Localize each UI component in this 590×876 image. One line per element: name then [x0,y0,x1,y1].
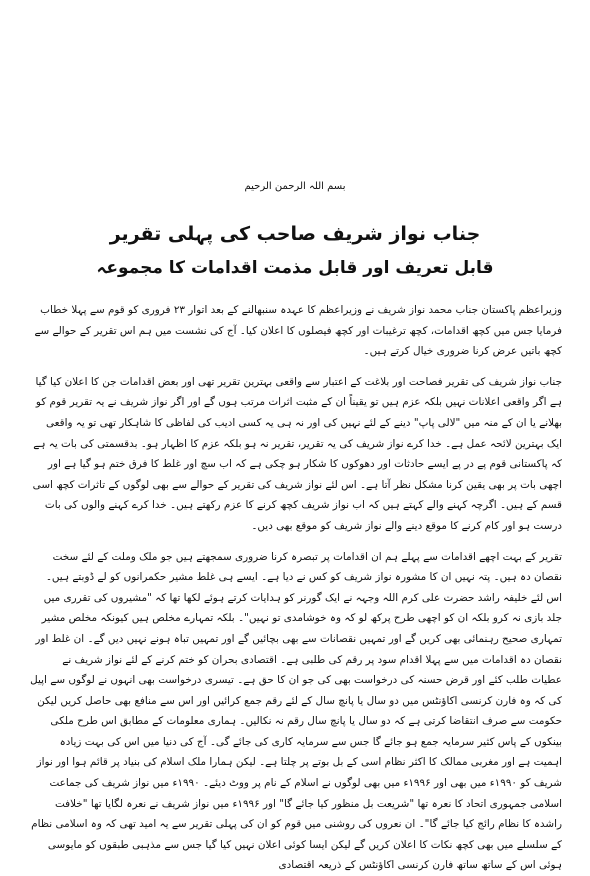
article-title: جناب نواز شریف صاحب کی پہلی تقریر [109,223,481,245]
paragraph-1: وزیراعظم پاکستان جناب محمد نواز شریف نے وزیراعظم کا عہدہ سنبھالنے کے بعد اتوار ۲۳ فروری کو قوم سے پہلا خطاب فرمایا جس میں کچھ اقدامات، کچھ ترغیبات اور کچھ فیصلوں کا اعلان کیا۔ آج کی نشست میں ہم اس تقریر کے حوالے سے کچھ باتیں عرض کرنا ضروری خیال کرتے ہیں۔ [34,304,562,358]
article-subtitle: قابل تعریف اور قابل مذمت اقدامات کا مجموعہ [96,258,494,278]
bismillah-heading: بسم اللہ الرحمن الرحیم [244,181,346,192]
paragraph-3: تقریر کے بہت اچھے اقدامات سے پہلے ہم ان اقدامات پر تبصرہ کرنا ضروری سمجھتے ہیں جو ملک وملت کے لئے سخت نقصان دہ ہیں۔ پتہ نہیں ان کا مشورہ نواز شریف کو کس نے دیا ہے۔ ایسے ہی غلط مشیر حکمرانوں کو لے ڈوبتے ہیں۔ اس لئے خلیفہ راشد حضرت علی کرم اللہ وجہہ نے ایک گورنر کو ہدایات کرتے ہوئے لکھا تھا کہ "مشیروں کی تقرری میں جلد بازی نہ کرو بلکہ ان کو اچھی طرح پرکھ لو کہ وہ خوشامدی تو نہیں"۔ بلکہ تمہارے مخلص ہیں کیونکہ مخلص مشیر تمہاری صحیح رہنمائی بھی کریں گے اور تمہیں نقصانات سے بھی بچائیں گے اور تمہیں تباہ ہونے نہیں دیں گے۔ ان غلط اور نقصان دہ اقدامات میں سے پہلا اقدام سود پر رقم کی طلبی ہے۔ اقتصادی بحران کو ختم کرنے کے لئے نواز شریف نے عطیات طلب کئے اور قرض حسنہ کی درخواست بھی کی جو ان کا حق ہے۔ تیسری درخواست بھی انہوں نے لوگوں سے اپیل کی کہ وہ فارن کرنسی اکاؤنٹس میں دو سال یا پانچ سال کے لئے رقم جمع کرائیں اور اس سے منافع بھی حاصل کریں لیکن حکومت سے صرف انتقاضا کرتی ہے کہ دو سال یا پانچ سال رقم نہ نکالیں۔ ہماری معلومات کے مطابق اس طرح ملکی بینکوں کے پاس کثیر سرمایہ جمع ہو جائے گا جس سے سرمایہ کاری کی جائے گی۔ آج کی دنیا میں اس کی بہت زیادہ اہمیت ہے اور مغربی ممالک کا اکثر نظام اسی کے بل بوتے پر چلتا ہے۔ لیکن ہمارا ملک اسلام کی بنیاد پر قائم ہوا اور نواز شریف کو ۱۹۹۰ء میں بھی اور ۱۹۹۶ء میں بھی لوگوں نے اسلام کے نام پر ووٹ دیئے۔ ۱۹۹۰ء میں نواز شریف کی جماعت اسلامی جمہوری اتحاد کا نعرہ تھا "شریعت بل منظور کیا جائے گا" اور ۱۹۹۶ء میں نواز شریف نے نعرہ لگایا تھا "خلافت راشدہ کا نظام رائج کیا جائے گا"۔ ان نعروں کی روشنی میں قوم کو ان کی پہلی تقریر سے یہ امید تھی کہ وہ اسلامی نظام کے سلسلے میں بھی کچھ نکات کا اعلان کریں گے لیکن ایسا کوئی اعلان نہیں کیا گیا جس سے مذہبی طبقوں کو مایوسی ہوئی اس کے ساتھ ساتھ فارن کرنسی اکاؤنٹس کے ذریعہ اقتصادی [30,550,562,872]
paragraph-2: جناب نواز شریف کی تقریر فصاحت اور بلاغت کے اعتبار سے واقعی بہترین تقریر تھی اور بعض اقدامات جن کا اعلان کیا گیا ہے اگر واقعی اعلانات نہیں بلکہ عزم ہیں تو یقیناً ان کے مثبت اثرات مرتب ہوں گے اور اگر نواز شریف نے یہ تقریر قوم کو بھلانے یا ان کے منہ میں "لالی پاپ" دینے کے لئے نہیں کی اور نہ ہی یہ کسی ادیب کی لفاظی کا شاہکار تھی تو یہ واقعی ایک بہترین لائحہ عمل ہے۔ خدا کرے نواز شریف کی یہ تقریر، تقریر نہ ہو بلکہ عزم کا اظہار ہو۔ بدقسمتی کی بات یہ ہے کہ پاکستانی قوم پے در پے ایسے حادثات اور دھوکوں کا شکار ہو چکی ہے کہ اب سچ اور غلط کا فرق ختم ہو گیا ہے اور اچھی بات پر بھی یقین کرنا مشکل نظر آتا ہے۔ اس لئے نواز شریف کی تقریر کے حوالے سے بھی لوگوں کے تاثرات کچھ اسی قسم کے ہیں۔ اگرچہ کہنے والے کہتے ہیں کہ اب نواز شریف کچھ کرنے کا عزم رکھتے ہیں۔ خدا کرے کہنے والوں کی بات درست ہو اور کام کرنے کا موقع دینے والے نواز شریف کو موقع بھی دیں۔ [32,375,562,532]
article-body [30,300,562,876]
